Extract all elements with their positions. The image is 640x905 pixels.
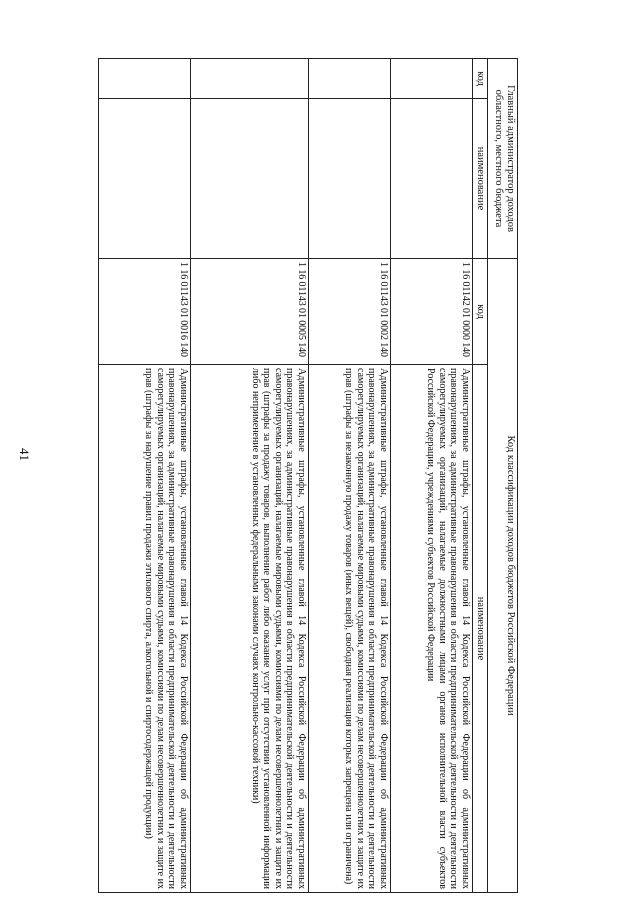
table-row <box>391 59 473 893</box>
admin-code-cell <box>309 59 391 99</box>
description-cell: Административные штрафы, установленные главой 14 Кодекса Российской Федерации об административных правонарушениях, за административные правонарушения в области предпринимательской деятельности и деятельности саморегулируемых организаций, налагаемые мировыми судьями, комиссиями по делам несовершеннолетних и защите их прав (штрафы за незаконную продажу товаров (иных вещей), свободная реализация которых запрещена или ограничена) <box>309 365 391 893</box>
admin-name-cell <box>309 99 391 259</box>
page-number: 41 <box>17 448 32 461</box>
table-row <box>99 59 191 893</box>
classification-header: Код классификации доходов бюджетов Российской Федерации <box>488 259 518 893</box>
revenue-classification-table <box>98 58 518 893</box>
code-header: код <box>473 259 488 365</box>
admin-code-cell <box>391 59 473 99</box>
table-row <box>191 59 309 893</box>
admin-name-cell <box>99 99 191 259</box>
code-cell: 1 16 01143 01 0016 140 <box>99 259 191 365</box>
main-admin-header: Главный администратор доходов областного, местного бюджета <box>488 59 518 259</box>
description-cell: Административные штрафы, установленные главой 14 Кодекса Российской Федерации об административных правонарушениях, за административные правонарушения в области предпринимательской деятельности и деятельности саморегулируемых организаций, налагаемые мировыми судьями, комиссиями по делам несовершеннолетних и защите их прав (штрафы за нарушение правил продажи этилового спирта, алкогольной и спиртосодержащей продукции) <box>99 365 191 893</box>
rotated-table-container <box>100 58 518 892</box>
admin-code-header: код <box>473 59 488 99</box>
name-header: наименование <box>473 365 488 893</box>
description-cell: Административные штрафы, установленные главой 14 Кодекса Российской Федерации об административных правонарушениях, за административные правонарушения в области предпринимательской деятельности и деятельности саморегулируемых организаций, налагаемые мировыми судьями, комиссиями по делам несовершеннолетних и защите их прав (штрафы за продажу товаров, выполнение работ либо оказание услуг при отсутствии установленной информации либо неприменение в установленных федеральными законами случаях контрольно-кассовой техники) <box>191 365 309 893</box>
admin-code-cell <box>99 59 191 99</box>
description-cell: Административные штрафы, установленные главой 14 Кодекса Российской Федерации об административных правонарушениях, за административные правонарушения в области предпринимательской деятельности и деятельности саморегулируемых организаций, налагаемые должностными лицами органов исполнительной власти субъектов Российской Федерации, учреждениями субъектов Российской Федерации <box>391 365 473 893</box>
admin-name-cell <box>391 99 473 259</box>
code-cell: 1 16 01143 01 0005 140 <box>191 259 309 365</box>
admin-code-cell <box>191 59 309 99</box>
table-row <box>309 59 391 893</box>
admin-name-cell <box>191 99 309 259</box>
code-cell: 1 16 01143 01 0002 140 <box>309 259 391 365</box>
admin-name-header: наименование <box>473 99 488 259</box>
code-cell: 1 16 01142 01 0000 140 <box>391 259 473 365</box>
